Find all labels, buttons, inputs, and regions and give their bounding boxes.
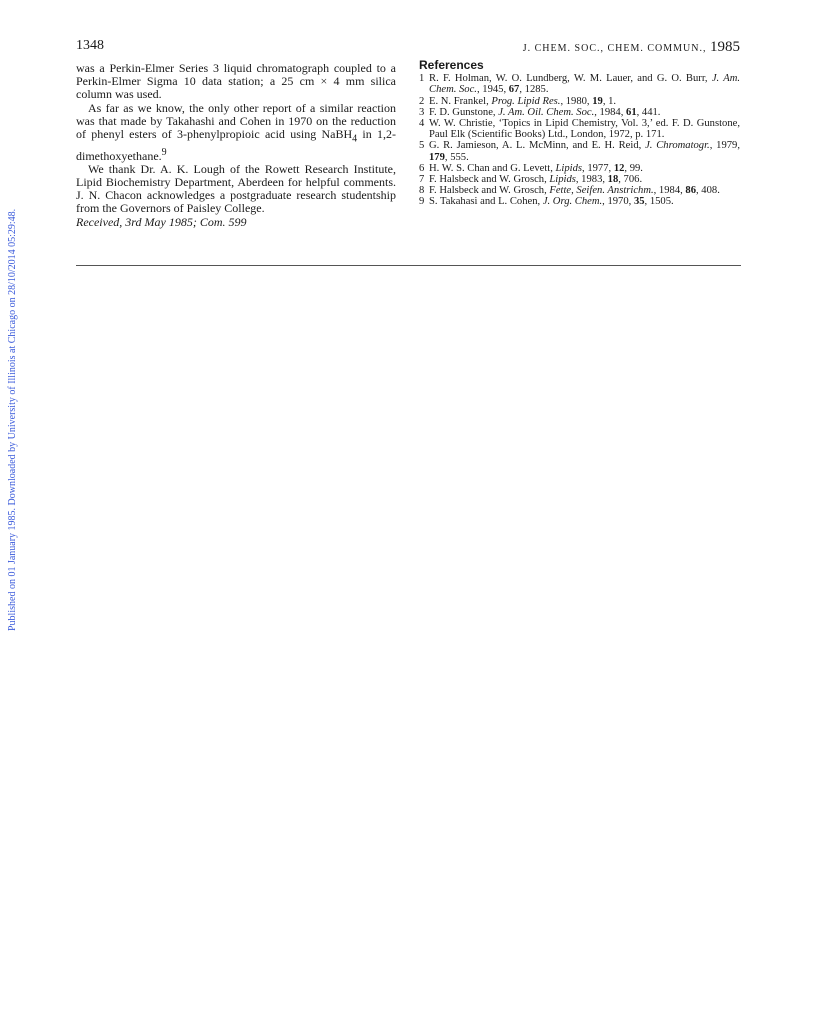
text-run: , 1505. — [644, 196, 674, 208]
reference-item — [419, 73, 740, 95]
text-run: R. F. Holman, W. O. Lundberg, W. M. Lauer, and G. O. Burr, — [429, 73, 712, 85]
text-run: , 1. — [602, 95, 617, 107]
text-run: 179 — [429, 151, 445, 163]
text-run: , 1977, — [582, 162, 614, 174]
reference-text — [429, 96, 740, 107]
reference-number: 9 — [419, 196, 425, 208]
text-run: , 706. — [618, 174, 643, 186]
text-run: 35 — [633, 196, 645, 208]
reference-item — [419, 140, 740, 162]
text-run: 19 — [592, 95, 603, 107]
body-paragraphs — [76, 62, 396, 216]
download-notice[interactable]: Published on 01 January 1985. Downloaded by University of Illinois at Chicago on 28/10/2014 05:29:48. — [7, 208, 18, 631]
text-run: We thank Dr. A. K. Lough of the Rowett Research Institute, Lipid Biochemistry Department, Aberdeen for helpful comments. J. N. Chacon acknowledges a postgraduate research studentship from the Governors of Paisley College. — [76, 161, 396, 216]
reference-number: 3 — [419, 106, 425, 118]
text-run: J. Org. Chem. — [542, 196, 603, 208]
journal-year: 1985 — [710, 39, 740, 55]
reference-text — [429, 196, 740, 207]
text-run: F. Halsbeck and W. Grosch, — [429, 185, 550, 197]
text-run: Fette, Seifen. Anstrichm. — [549, 185, 654, 197]
footer-rule — [76, 265, 741, 266]
text-run: , 1970, — [602, 196, 634, 208]
text-run: Lipids — [549, 174, 576, 186]
text-run: , 1945, — [476, 84, 509, 96]
reference-number: 4 — [419, 118, 425, 130]
reference-item — [419, 107, 740, 118]
text-run: F. D. Gunstone, — [429, 106, 499, 118]
text-run: J. Am. Oil. Chem. Soc. — [498, 106, 595, 118]
journal-name: J. CHEM. SOC., CHEM. COMMUN., — [522, 43, 710, 54]
text-run: , 1980, — [560, 95, 593, 107]
reference-text — [429, 185, 740, 196]
text-run: 18 — [607, 174, 619, 186]
reference-text — [429, 174, 740, 185]
text-run: Lipids — [555, 162, 583, 174]
text-run: was a Perkin-Elmer Series 3 liquid chromatograph coupled to a Perkin-Elmer Sigma 10 data station; a 25 cm × 4 mm silica column was used. — [76, 61, 396, 102]
references-heading: References — [419, 58, 484, 72]
reference-number: 6 — [419, 162, 425, 174]
body-paragraph — [76, 62, 396, 102]
references-section — [419, 60, 740, 208]
text-run: As far as we know, the only other report of a similar reaction was that made by Takahashi and Cohen in 1970 on the reduction of phenyl esters of 3-phenylpropioic acid using NaBH — [76, 100, 396, 142]
received-line: Received, 3rd May 1985; Com. 599 — [76, 214, 247, 229]
text-run: W. W. Christie, ‘Topics in Lipid Chemistry, Vol. 3,’ ed. F. D. Gunstone, Paul Elk (Scientific Books) Ltd., London, 1972, p. 171. — [429, 118, 740, 141]
reference-number: 8 — [419, 185, 425, 197]
reference-text — [429, 140, 740, 162]
reference-text — [429, 118, 740, 140]
text-run: 67 — [508, 84, 520, 96]
text-run: F. Halsbeck and W. Grosch, — [429, 174, 550, 186]
body-paragraph — [76, 163, 396, 216]
reference-number: 2 — [419, 95, 425, 107]
text-run: in 1,2-dimethoxyethane. — [76, 127, 396, 163]
text-run: G. R. Jamieson, A. L. McMinn, and E. H. Reid, — [429, 140, 646, 152]
running-head — [523, 39, 740, 56]
text-run: 86 — [685, 185, 696, 197]
reference-item — [419, 185, 740, 196]
text-run: , 99. — [624, 162, 643, 174]
reference-text — [429, 73, 740, 95]
reference-number: 7 — [419, 174, 425, 186]
body-paragraph — [76, 102, 396, 163]
text-run: S. Takahasi and L. Cohen, — [429, 196, 543, 208]
reference-number: 5 — [419, 140, 425, 152]
text-run: , 441. — [636, 106, 661, 118]
reference-item — [419, 118, 740, 140]
text-run: J. Am. Chem. Soc. — [429, 73, 740, 96]
reference-item — [419, 174, 740, 185]
text-run: , 1285. — [519, 84, 549, 96]
page-number: 1348 — [76, 38, 104, 53]
reference-item — [419, 196, 740, 207]
body-column — [76, 62, 396, 229]
reference-list — [419, 73, 740, 207]
reference-number: 1 — [419, 73, 425, 85]
reference-text — [429, 163, 740, 174]
text-run: , 555. — [444, 151, 469, 163]
text-run: 9 — [161, 146, 167, 158]
text-run: J. Chromatogr. — [645, 140, 710, 152]
text-run: E. N. Frankel, — [429, 95, 492, 107]
text-run: Prog. Lipid Res. — [491, 95, 561, 107]
text-run: , 1979, — [709, 140, 740, 152]
text-run: H. W. S. Chan and G. Levett, — [429, 162, 556, 174]
text-run: 4 — [352, 133, 358, 145]
text-run: , 1984, — [594, 106, 627, 118]
reference-text — [429, 107, 740, 118]
text-run: , 1984, — [653, 185, 686, 197]
text-run: , 408. — [696, 185, 720, 197]
text-run: , 1983, — [575, 174, 608, 186]
reference-item — [419, 96, 740, 107]
text-run: 61 — [626, 106, 637, 118]
reference-item — [419, 163, 740, 174]
text-run: 12 — [613, 162, 625, 174]
